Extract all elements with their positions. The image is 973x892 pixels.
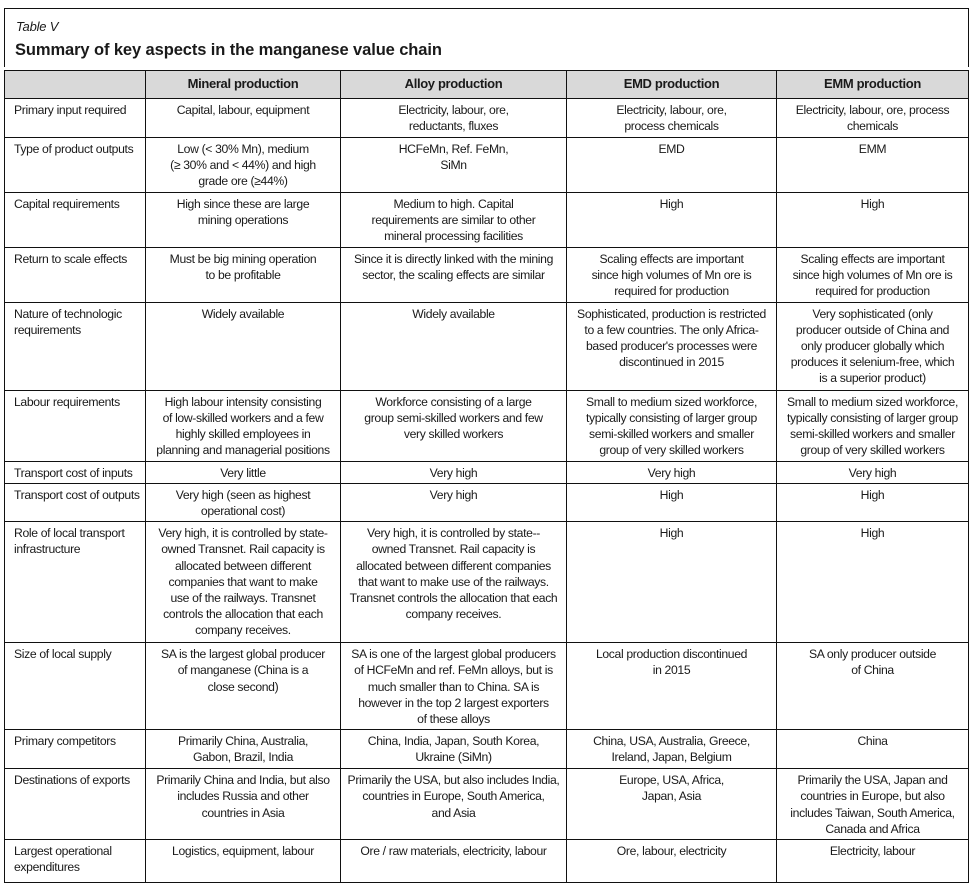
cell-emd: High — [567, 193, 777, 248]
cell-emd: Local production discontinued in 2015 — [567, 643, 777, 730]
table-row — [5, 390, 969, 461]
value-chain-table — [4, 70, 969, 883]
table-row — [5, 840, 969, 883]
header-row — [5, 71, 969, 99]
cell-emm: China — [777, 730, 969, 769]
table-row — [5, 461, 969, 483]
cell-emd: Sophisticated, production is restricted to a few countries. The only Africa- based producer's processes were discontinued in 2015 — [567, 302, 777, 390]
cell-alloy: HCFeMn, Ref. FeMn, SiMn — [341, 138, 567, 193]
cell-emd: High — [567, 522, 777, 643]
row-aspect-label: Primary competitors — [5, 730, 146, 769]
cell-alloy: SA is one of the largest global producers of HCFeMn and ref. FeMn alloys, but is much smaller than to China. SA is however in the top 2 largest exporters of these alloys — [341, 643, 567, 730]
cell-alloy: Very high — [341, 461, 567, 483]
row-aspect-label: Transport cost of inputs — [5, 461, 146, 483]
cell-mineral: Low (< 30% Mn), medium (≥ 30% and < 44%) and high grade ore (≥44%) — [146, 138, 341, 193]
cell-emd: Very high — [567, 461, 777, 483]
table-row — [5, 302, 969, 390]
row-aspect-label: Primary input required — [5, 99, 146, 138]
table-row — [5, 99, 969, 138]
cell-emm: High — [777, 193, 969, 248]
row-aspect-label: Type of product outputs — [5, 138, 146, 193]
header-alloy-production: Alloy production — [341, 71, 567, 99]
cell-emm: High — [777, 522, 969, 643]
cell-emm: High — [777, 483, 969, 521]
cell-alloy: Medium to high. Capital requirements are similar to other mineral processing facilities — [341, 193, 567, 248]
cell-emm: Very high — [777, 461, 969, 483]
cell-emm: EMM — [777, 138, 969, 193]
table-row — [5, 730, 969, 769]
cell-alloy: China, India, Japan, South Korea, Ukraine (SiMn) — [341, 730, 567, 769]
cell-alloy: Ore / raw materials, electricity, labour — [341, 840, 567, 883]
row-aspect-label: Role of local transport infrastructure — [5, 522, 146, 643]
cell-emm: Electricity, labour, ore, process chemicals — [777, 99, 969, 138]
cell-alloy: Electricity, labour, ore, reductants, fluxes — [341, 99, 567, 138]
cell-mineral: SA is the largest global producer of manganese (China is a close second) — [146, 643, 341, 730]
cell-emd: Small to medium sized workforce, typically consisting of larger group semi-skilled workers and smaller group of very skilled workers — [567, 390, 777, 461]
cell-emm: Small to medium sized workforce, typically consisting of larger group semi-skilled workers and smaller group of very skilled workers — [777, 390, 969, 461]
cell-emd: Electricity, labour, ore, process chemicals — [567, 99, 777, 138]
cell-alloy: Widely available — [341, 302, 567, 390]
row-aspect-label: Destinations of exports — [5, 769, 146, 840]
cell-mineral: Very little — [146, 461, 341, 483]
cell-mineral: High since these are large mining operations — [146, 193, 341, 248]
cell-mineral: Very high, it is controlled by state- owned Transnet. Rail capacity is allocated between different companies that want to make use of the railways. Transnet controls the allocation that each company receives. — [146, 522, 341, 643]
cell-mineral: Capital, labour, equipment — [146, 99, 341, 138]
cell-alloy: Primarily the USA, but also includes India, countries in Europe, South America, and Asia — [341, 769, 567, 840]
header-emd-production: EMD production — [567, 71, 777, 99]
row-aspect-label: Labour requirements — [5, 390, 146, 461]
cell-mineral: Must be big mining operation to be profitable — [146, 248, 341, 303]
cell-alloy: Workforce consisting of a large group semi-skilled workers and few very skilled workers — [341, 390, 567, 461]
cell-mineral: Very high (seen as highest operational cost) — [146, 483, 341, 521]
table-row — [5, 248, 969, 303]
row-aspect-label: Capital requirements — [5, 193, 146, 248]
row-aspect-label: Return to scale effects — [5, 248, 146, 303]
table-row — [5, 643, 969, 730]
cell-mineral: High labour intensity consisting of low-skilled workers and a few highly skilled employees in planning and managerial positions — [146, 390, 341, 461]
row-aspect-label: Largest operational expenditures — [5, 840, 146, 883]
cell-mineral: Primarily China and India, but also includes Russia and other countries in Asia — [146, 769, 341, 840]
table-caption-box — [4, 8, 969, 67]
cell-mineral: Logistics, equipment, labour — [146, 840, 341, 883]
table-row — [5, 522, 969, 643]
cell-mineral: Widely available — [146, 302, 341, 390]
table-title: Summary of key aspects in the manganese value chain — [15, 41, 442, 59]
row-aspect-label: Nature of technologic requirements — [5, 302, 146, 390]
cell-emm: Very sophisticated (only producer outside of China and only producer globally which produces it selenium-free, which is a superior product) — [777, 302, 969, 390]
table-row — [5, 193, 969, 248]
cell-emd: Scaling effects are important since high volumes of Mn ore is required for production — [567, 248, 777, 303]
cell-emd: EMD — [567, 138, 777, 193]
cell-alloy: Very high, it is controlled by state-- owned Transnet. Rail capacity is allocated between different companies that want to make use of the railways. Transnet controls the allocation that each company receives. — [341, 522, 567, 643]
row-aspect-label: Transport cost of outputs — [5, 483, 146, 521]
cell-emm: Scaling effects are important since high volumes of Mn ore is required for production — [777, 248, 969, 303]
table-label: Table V — [16, 19, 59, 34]
table-row — [5, 138, 969, 193]
cell-alloy: Since it is directly linked with the mining sector, the scaling effects are similar — [341, 248, 567, 303]
row-aspect-label: Size of local supply — [5, 643, 146, 730]
table-row — [5, 769, 969, 840]
cell-emm: Primarily the USA, Japan and countries in Europe, but also includes Taiwan, South America, Canada and Africa — [777, 769, 969, 840]
cell-alloy: Very high — [341, 483, 567, 521]
header-aspect — [5, 71, 146, 99]
cell-emd: Europe, USA, Africa, Japan, Asia — [567, 769, 777, 840]
header-emm-production: EMM production — [777, 71, 969, 99]
cell-emm: Electricity, labour — [777, 840, 969, 883]
header-mineral-production: Mineral production — [146, 71, 341, 99]
table-row — [5, 483, 969, 521]
cell-emd: High — [567, 483, 777, 521]
cell-emm: SA only producer outside of China — [777, 643, 969, 730]
cell-emd: China, USA, Australia, Greece, Ireland, Japan, Belgium — [567, 730, 777, 769]
cell-mineral: Primarily China, Australia, Gabon, Brazil, India — [146, 730, 341, 769]
cell-emd: Ore, labour, electricity — [567, 840, 777, 883]
